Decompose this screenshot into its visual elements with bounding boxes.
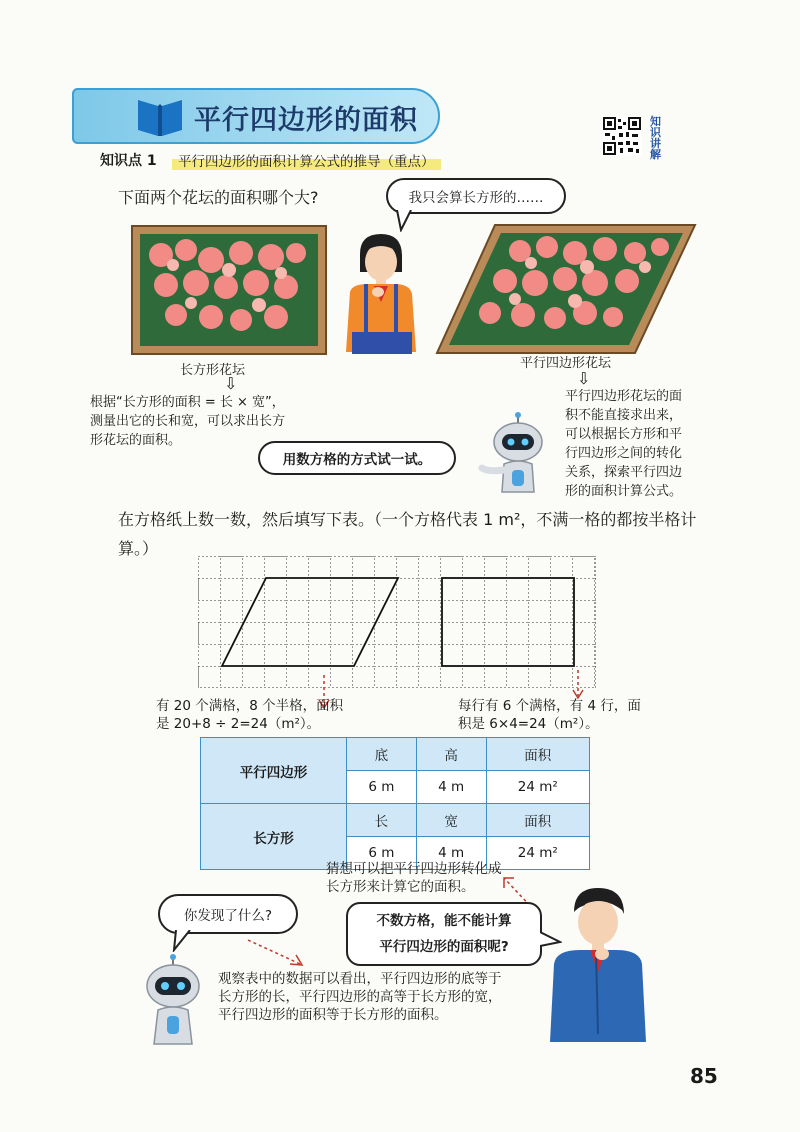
robot-character [478,412,558,494]
bubble-tail [395,210,415,232]
observation-line: 观察表中的数据可以看出，平行四边形的底等于 [218,971,502,987]
calc-line: 积是 6×4=24（m²）。 [458,716,599,732]
column-header: 面积 [486,804,589,837]
qr-code-icon[interactable] [602,116,642,156]
robot-question-bubble [158,894,298,934]
boy-character [546,884,650,1044]
para-bed-note [565,387,715,501]
rectangle-calculation [458,697,641,733]
guess-line: 长方形来计算它的面积。 [326,879,475,895]
instruction-text: 在方格纸上数一数，然后填写下表。（一个方格代表 1 m²，不满一格的都按半格计算。） [118,510,697,558]
robot-question-text: 你发现了什么? [183,908,273,924]
note-line: 形的面积计算公式。 [565,484,683,499]
table-cell: 6 m [347,837,417,870]
parallelogram-flower-bed-image [435,223,697,355]
row-header: 长方形 [201,804,347,870]
page-number: 85 [690,1064,718,1088]
column-header: 面积 [486,738,589,771]
girl-speech-bubble [386,178,566,214]
column-header: 底 [347,738,417,771]
knowledge-point-label: 知识点 1 [100,153,157,169]
bubble-tail [172,930,196,952]
rectangle-flower-bed-image [131,225,327,355]
down-arrow-icon: ⇩ [224,374,238,393]
girl-bubble-text: 我只会算长方形的…… [408,190,544,206]
guess-line: 猜想可以把平行四边形转化成 [326,861,502,877]
calc-line: 是 20+8 ÷ 2=24（m²）。 [156,716,321,732]
observation-line: 长方形的长，平行四边形的高等于长方形的宽， [218,989,502,1005]
open-book-icon [134,94,186,138]
section-banner [72,88,440,144]
dashed-arrow-icon [568,670,588,700]
column-header: 宽 [416,804,486,837]
note-line: 形花坛的面积。 [90,433,182,448]
note-line: 积不能直接求出来， [565,408,683,423]
guess-text [326,860,502,896]
note-line: 行四边形之间的转化 [565,446,683,461]
calc-line: 有 20 个满格，8 个半格，面积 [156,698,344,714]
parallelogram-calculation [156,697,343,733]
robot-bubble-text: 用数方格的方式试一试。 [282,452,432,468]
qr-label: 知识讲解 [650,115,661,161]
table-row [201,804,590,837]
table-cell: 4 m [416,837,486,870]
table-cell: 24 m² [486,771,589,804]
calc-line: 每行有 6 个满格，有 4 行，面 [458,698,641,714]
note-line: 平行四边形花坛的面 [565,389,683,404]
grid-paper [198,556,596,688]
observation-line: 平行四边形的面积等于长方形的面积。 [218,1007,448,1023]
table-cell: 4 m [416,771,486,804]
row-header: 平行四边形 [201,738,347,804]
column-header: 长 [347,804,417,837]
column-header: 高 [416,738,486,771]
note-line: 根据“长方形的面积 = 长 × 宽”， [90,395,285,410]
question-text: 下面两个花坛的面积哪个大? [118,188,319,207]
dashed-arrow-icon [246,938,306,968]
section-title: 平行四边形的面积 [194,105,418,136]
boy-speech-bubble [346,902,542,966]
note-line: 可以根据长方形和平 [565,427,683,442]
robot-character [130,954,216,1046]
para-bed-caption: 平行四边形花坛 [520,356,612,371]
table-cell: 6 m [347,771,417,804]
robot-speech-bubble [258,441,456,475]
table-cell: 24 m² [486,837,589,870]
comparison-table [200,737,590,870]
note-line: 测量出它的长和宽，可以求出长方 [90,414,286,429]
note-line: 关系，探索平行四边 [565,465,683,480]
boy-bubble-line: 不数方格，能不能计算 [376,913,512,929]
table-row [201,738,590,771]
down-arrow-icon: ⇩ [577,369,591,388]
observation-text [218,970,502,1024]
rect-bed-caption: 长方形花坛 [180,363,246,378]
girl-character [338,232,424,358]
boy-bubble-line: 平行四边形的面积呢? [379,939,509,955]
knowledge-point-title: 平行四边形的面积计算公式的推导（重点） [172,150,441,170]
